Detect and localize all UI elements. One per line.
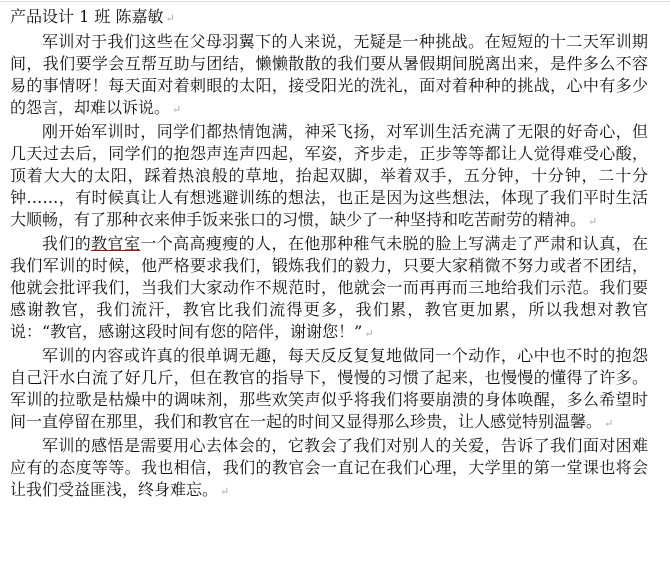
paragraph-2 (0, 121, 656, 233)
paragraph-mark-icon: ↵ (588, 215, 598, 228)
paragraph-1 (0, 31, 656, 121)
paragraph-text-after: 一个高高瘦瘦的人，在他那种稚气未脱的脸上写满走了严肃和认真，在我们军训的时候，他严格要求我们，锻炼我们的毅力，只要大家稍微不努力或者不团结，他就会批评我们，当我们大家动作不规范时，他就会一而再再而三地给我们示范。我们要感谢教官，我们流汗，教官比我们流得更多，我们累，教官更加累，所以我想对教官说：“教官，感谢这段时间有您的陪伴，谢谢您！” (10, 234, 648, 341)
paragraph-4 (0, 345, 656, 435)
paragraph-text-before: 我们的 (42, 234, 92, 253)
paragraph-mark-icon: ↵ (172, 103, 182, 116)
paragraph-text: 军训的内容或许真的很单调无趣，每天反反复复地做同一个动作，心中也不时的抱怨自己汗水白流了好几斤，但在教官的指导下，慢慢的习惯了起来，也慢慢的懂得了许多。军训的拉歌是枯燥中的调味剂，那些欢笑声似乎将我们将要崩溃的身体唤醒，多么希望时间一直停留在那里，我们和教官在一起的时间又显得那么珍贵，让人感觉特别温馨。 (10, 346, 648, 431)
header-divider (0, 1, 670, 2)
paragraph-mark-icon: ↵ (604, 417, 614, 430)
document-body[interactable] (0, 6, 656, 503)
paragraph-mark-icon: ↵ (364, 327, 374, 340)
paragraph-mark-icon: ↵ (220, 485, 230, 498)
paragraph-mark-icon: ↵ (165, 12, 175, 25)
paragraph-3 (0, 233, 656, 345)
paragraph-5 (0, 435, 656, 503)
paragraph-text: 刚开始军训时，同学们都热情饱满，神采飞扬，对军训生活充满了无限的好奇心，但几天过去后，同学们的抱怨声连声四起，军姿，齐步走，正步等等都让人觉得难受心酸，顶着大大的太阳，踩着热浪般的草地，抬起双脚，举着双手，五分钟，十分钟，二十分钟……，有时候真让人有想逃避训练的想法，也正是因为这些想法，体现了我们平时生活大顺畅，有了那种衣来伸手饭来张口的习惯，缺少了一种坚持和吃苦耐劳的精神。 (10, 122, 648, 229)
document-title (10, 6, 656, 30)
spellcheck-underlined-text: 教官室 (91, 234, 141, 253)
paragraph-text: 军训的感悟是需要用心去体会的，它教会了我们对别人的关爱，告诉了我们面对困难应有的态度等等。我也相信，我们的教官会一直记在我们心理，大学里的第一堂课也将会让我们受益匪浅，终身难忘。 (10, 436, 648, 499)
paragraph-text: 军训对于我们这些在父母羽翼下的人来说，无疑是一种挑战。在短短的十二天军训期间，我们要学会互帮互助与团结，懒懒散散的我们要从暑假期间脱离出来，是件多么不容易的事情呀！每天面对着刺眼的太阳，接受阳光的洗礼，面对着种种的挑战，心中有多少的怨言，却难以诉说。 (10, 32, 648, 117)
title-text: 产品设计 1 班 陈嘉敏 (10, 7, 164, 26)
